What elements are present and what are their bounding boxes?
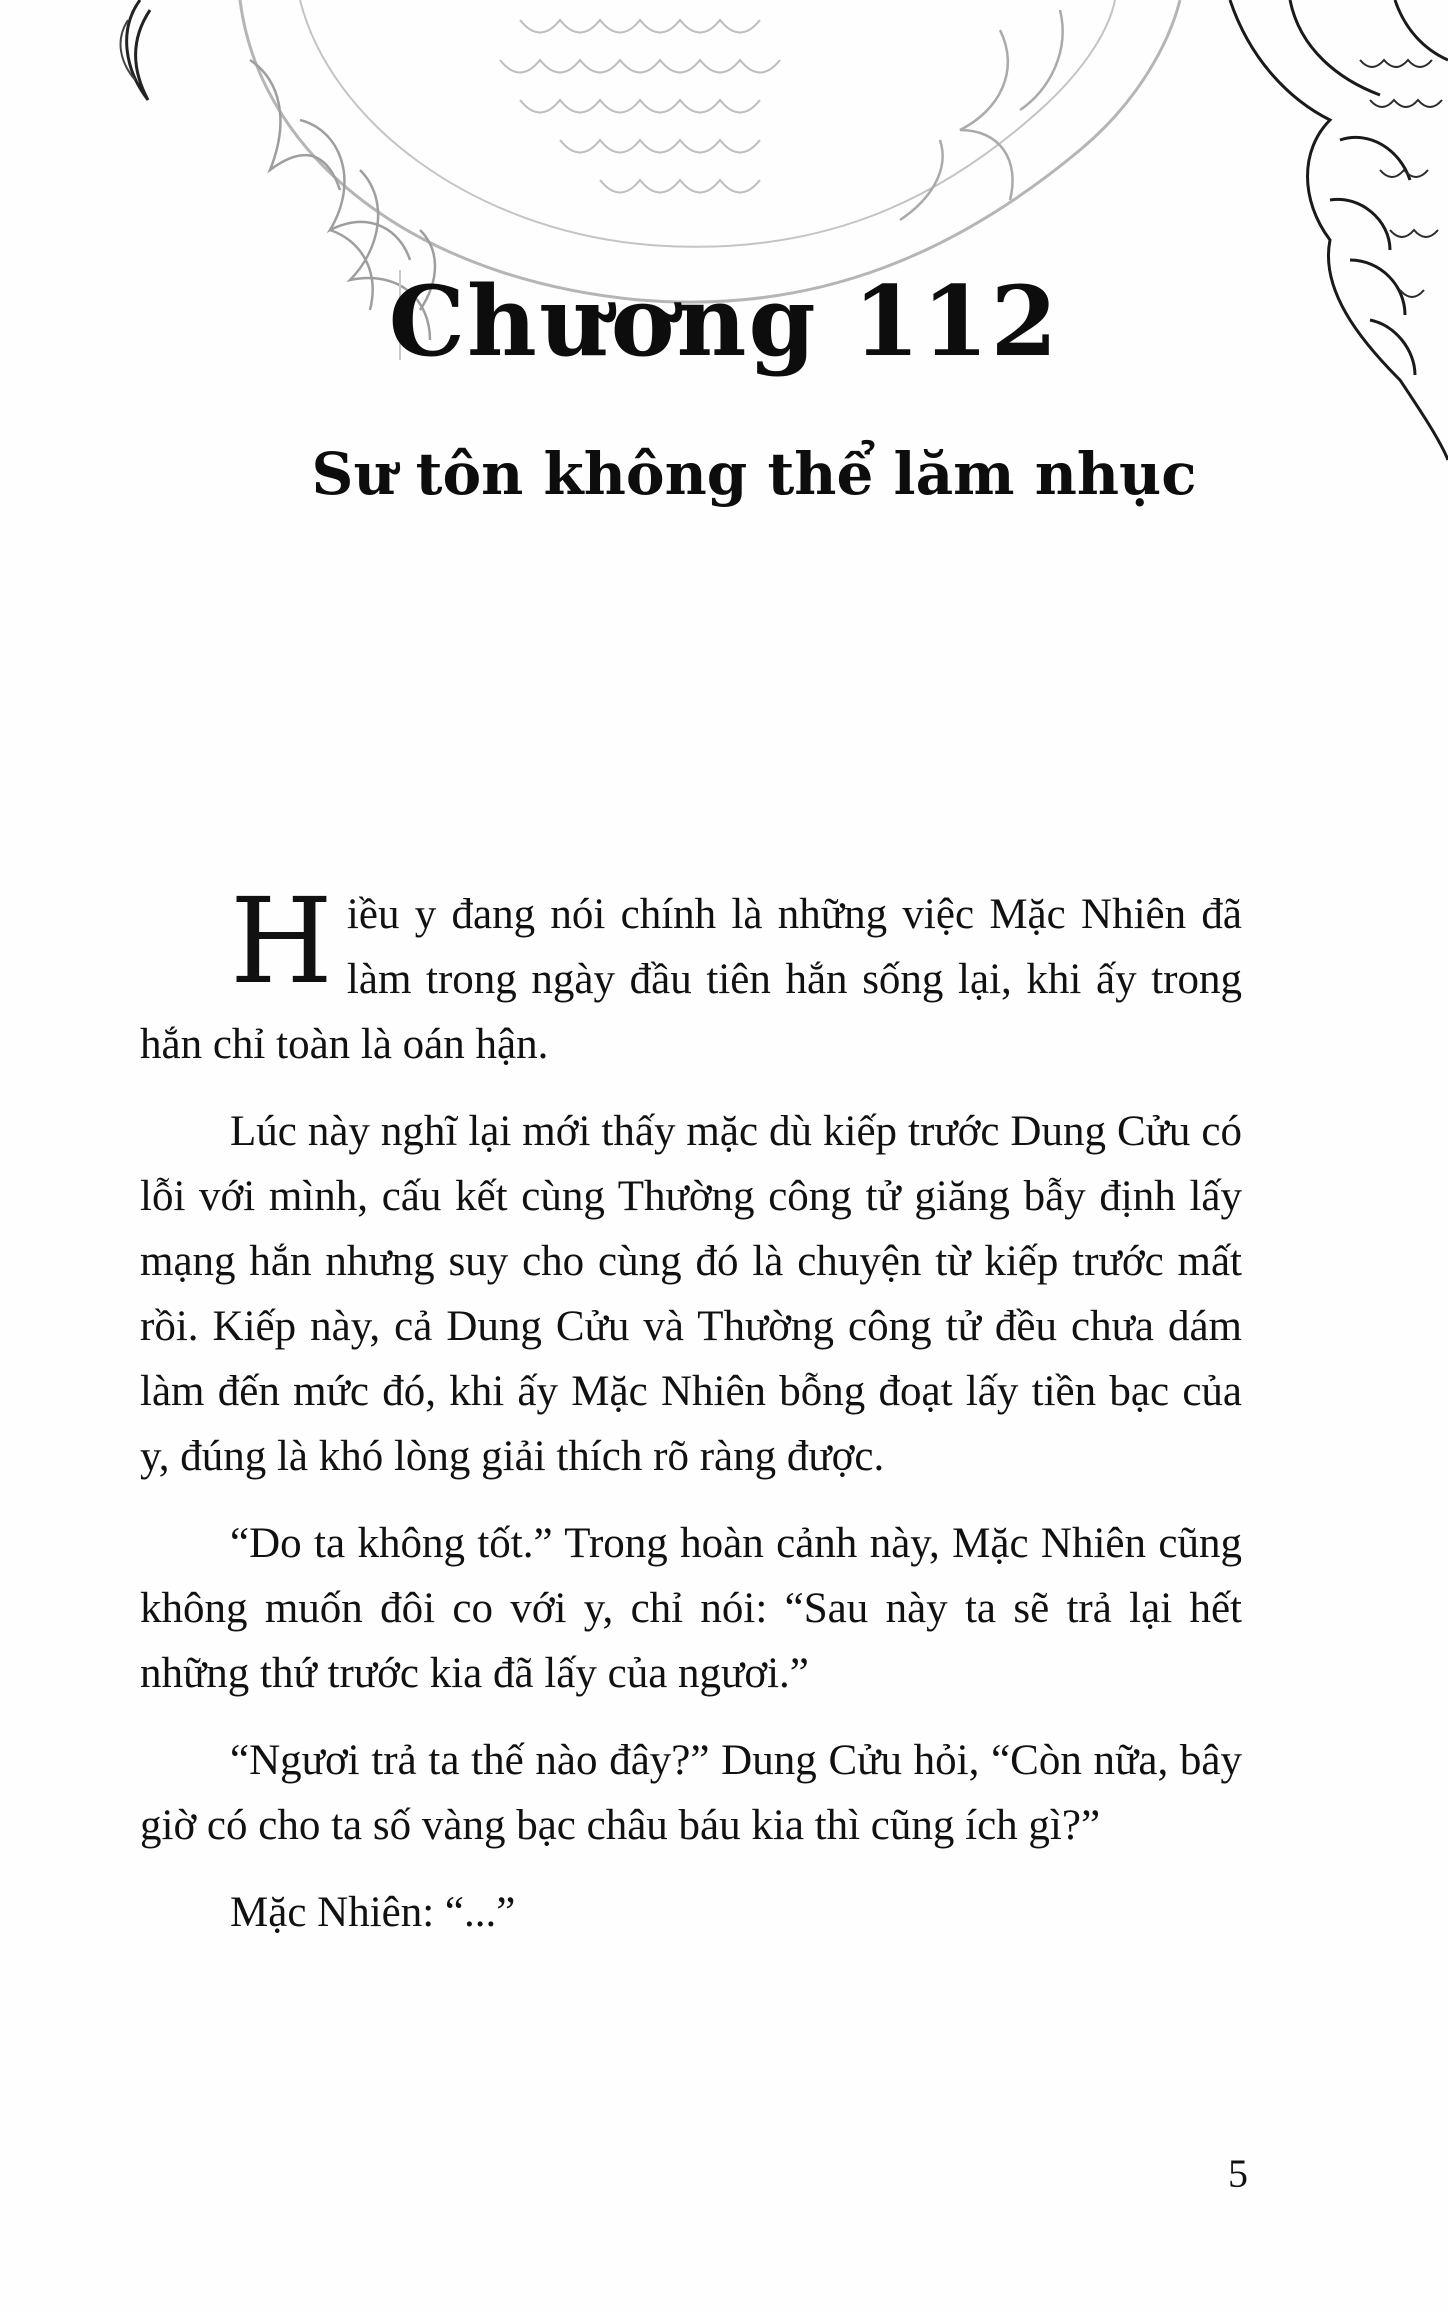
page-number: 5 [1228, 2151, 1248, 2196]
paragraph: “Do ta không tốt.” Trong hoàn cảnh này, Mặc Nhiên cũng không muốn đôi co với y, chỉ nói: “Sau này ta sẽ trả lại hết những thứ trước kia đã lấy của ngươi.” [140, 1520, 1242, 1697]
drop-cap: H [230, 872, 333, 1010]
dragon-body [240, 0, 1180, 302]
first-paragraph-text: iều y đang nói chính là những việc Mặc Nhiên đã làm trong ngày đầu tiên hắn sống lại, khi ấy trong hắn chỉ toàn là oán hận. [140, 891, 1242, 1068]
dragon-whisker-left [127, 0, 150, 100]
chapter-body [140, 872, 1242, 1967]
chapter-subtitle: Sư tôn không thể lăm nhục [311, 440, 1197, 508]
chapter-title: Chương 112 [388, 265, 1060, 378]
paragraph: Mặc Nhiên: “...” [230, 1889, 516, 1936]
paragraph: Lúc này nghĩ lại mới thấy mặc dù kiếp trước Dung Cửu có lỗi với mình, cấu kết cùng Thường công tử giăng bẫy định lấy mạng hắn nhưng suy cho cùng đó là chuyện từ kiếp trước mất rồi. Kiếp này, cả Dung Cửu và Thường công tử đều chưa dám làm đến mức đó, khi ấy Mặc Nhiên bỗng đoạt lấy tiền bạc của y, đúng là khó lòng giải thích rõ ràng được. [140, 1108, 1242, 1480]
paragraph: “Ngươi trả ta thế nào đây?” Dung Cửu hỏi, “Còn nữa, bây giờ có cho ta số vàng bạc châu báu kia thì cũng ích gì?” [140, 1737, 1242, 1849]
first-paragraph [140, 872, 1242, 1077]
